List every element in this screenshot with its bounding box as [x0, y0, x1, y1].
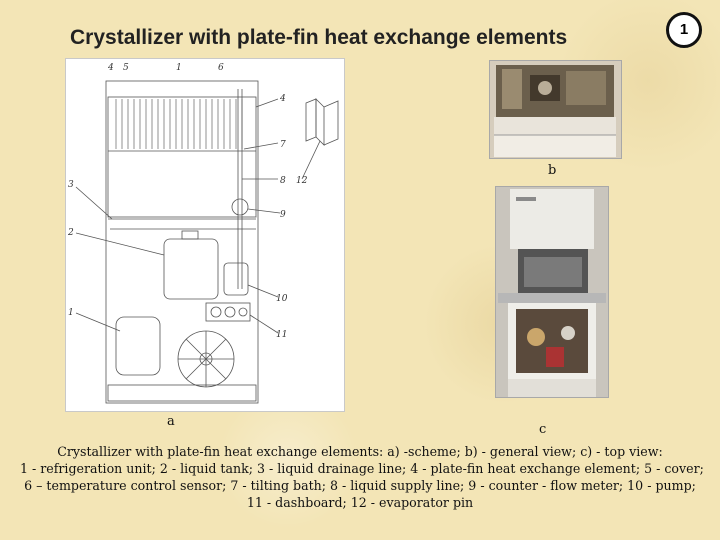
- callout-6: 6: [218, 63, 224, 73]
- slide-number-badge: 1: [666, 12, 702, 48]
- callout-1-left: 1: [68, 308, 74, 318]
- general-view-illustration: [490, 61, 621, 158]
- callout-7: 7: [280, 140, 286, 150]
- callout-2: 2: [68, 228, 74, 238]
- scheme-drawing: [65, 58, 345, 412]
- panel-label-c: c: [539, 422, 547, 437]
- caption-line-2: 1 - refrigeration unit; 2 - liquid tank; 3 - liquid drainage line; 4 - plate-fin heat exchange element; 5 - cover;: [20, 461, 704, 476]
- scheme-svg: [66, 59, 344, 411]
- slide-title: Crystallizer with plate-fin heat exchange elements: [70, 26, 568, 49]
- callout-4-right: 4: [280, 94, 286, 104]
- callout-8: 8: [280, 176, 286, 186]
- callout-9: 9: [280, 210, 286, 220]
- top-view-photo: [495, 186, 609, 398]
- callout-11: 11: [276, 330, 288, 340]
- caption-line-3: 6 – temperature control sensor; 7 - tilting bath; 8 - liquid supply line; 9 - counter - flow meter; 10 - pump;: [24, 478, 696, 493]
- caption-line-1: Crystallizer with plate-fin heat exchange elements: a) -scheme; b) - general view; c) - top view:: [57, 444, 663, 459]
- figure-caption: [20, 443, 704, 511]
- callout-4-top: 4: [108, 63, 114, 73]
- top-view-illustration: [496, 187, 608, 397]
- panel-label-a: a: [167, 414, 175, 429]
- caption-line-4: 11 - dashboard; 12 - evaporator pin: [246, 495, 474, 510]
- callout-12: 12: [296, 176, 308, 186]
- panel-label-b: b: [548, 163, 557, 178]
- general-view-photo: [489, 60, 622, 159]
- callout-1-top: 1: [176, 63, 182, 73]
- callout-10: 10: [276, 294, 288, 304]
- callout-5: 5: [123, 63, 129, 73]
- callout-3: 3: [68, 180, 74, 190]
